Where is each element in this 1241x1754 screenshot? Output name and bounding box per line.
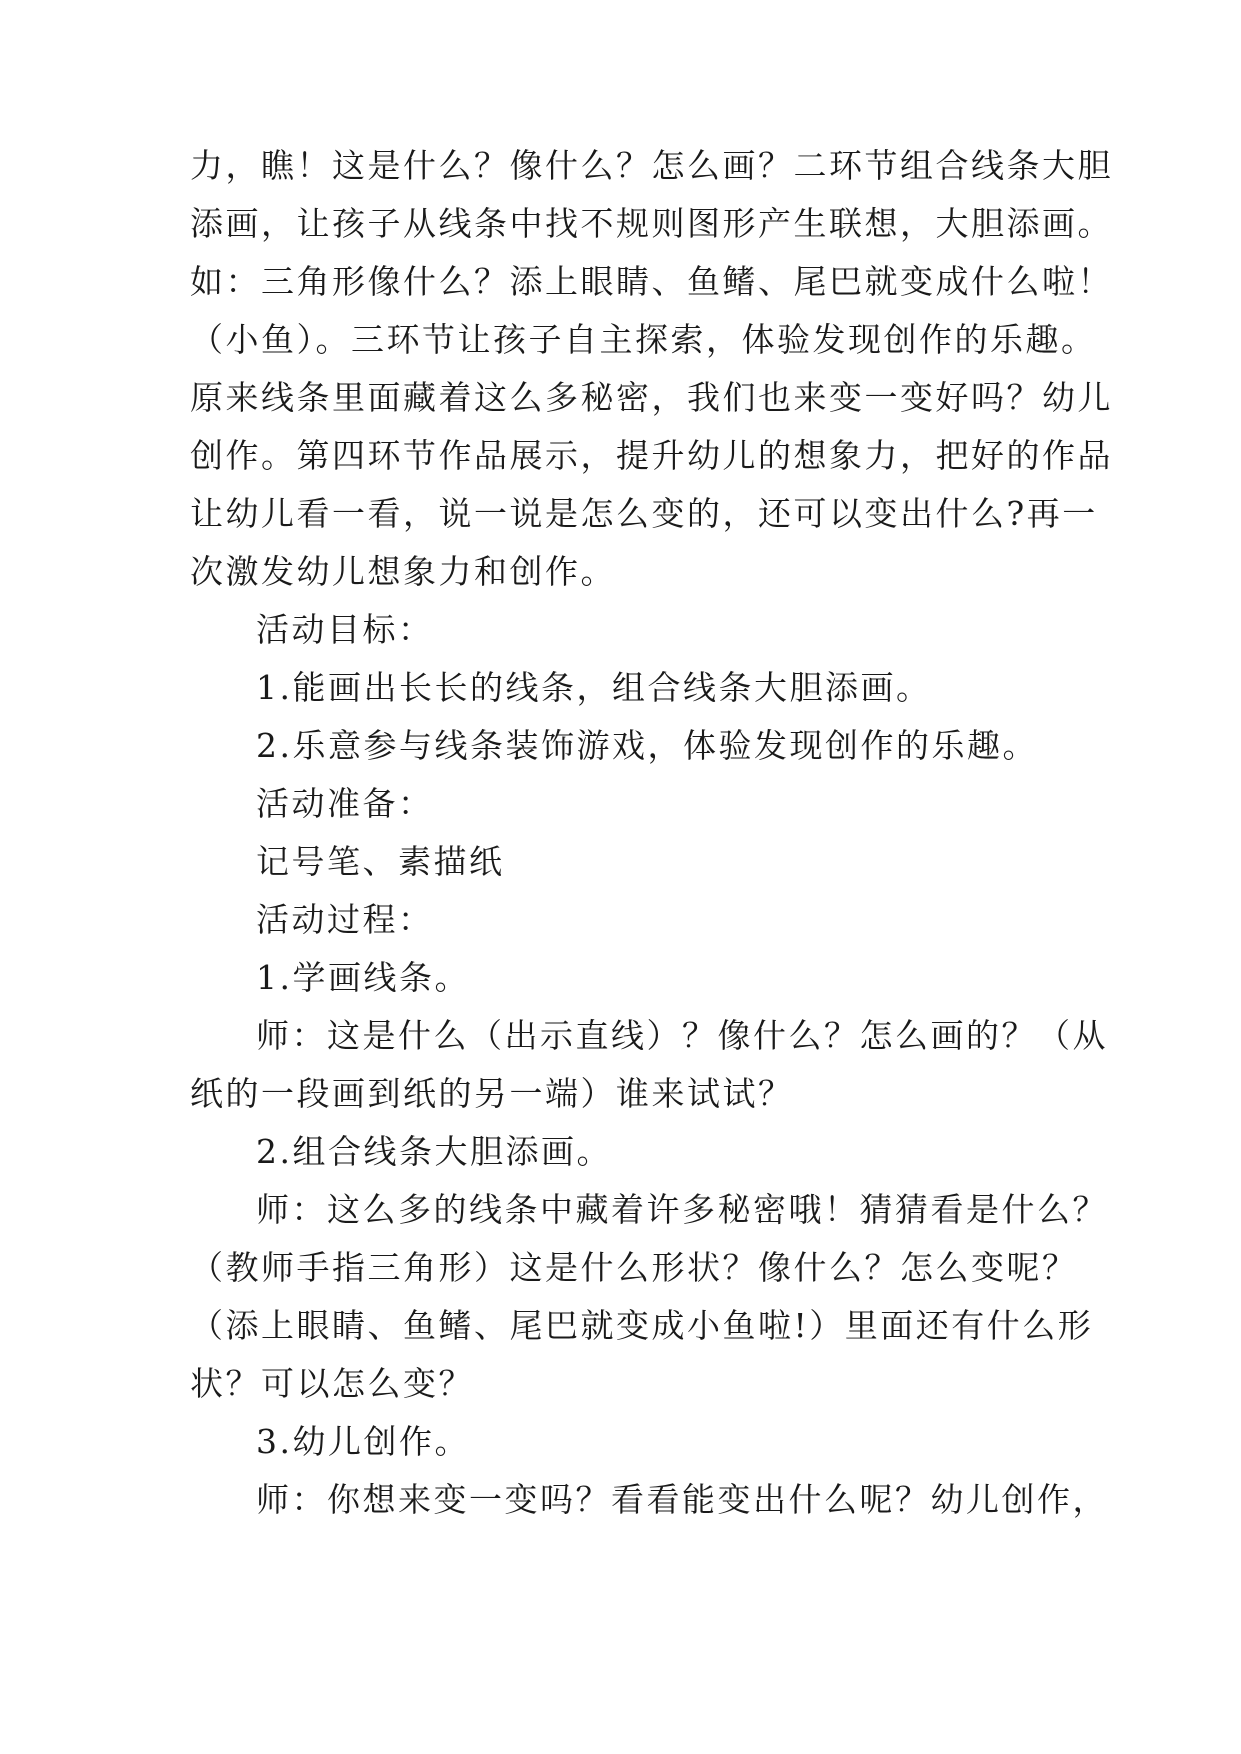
body-text-line: 力，瞧！这是什么？像什么？怎么画？二环节组合线条大胆 bbox=[190, 146, 1113, 185]
objective-item: 1.能画出长长的线条，组合线条大胆添画。 bbox=[256, 668, 932, 707]
body-text-line: 师：这是什么（出示直线）？像什么？怎么画的？（从 bbox=[256, 1016, 1108, 1055]
section-heading-preparation: 活动准备： bbox=[256, 784, 434, 823]
process-step-heading: 3.幼儿创作。 bbox=[256, 1422, 470, 1461]
body-text-line: 状？可以怎么变？ bbox=[190, 1364, 474, 1403]
body-text-line: 师：你想来变一变吗？看看能变出什么呢？幼儿创作， bbox=[256, 1480, 1108, 1519]
body-text-line: 创作。第四环节作品展示，提升幼儿的想象力，把好的作品 bbox=[190, 436, 1113, 475]
body-text-line: 次激发幼儿想象力和创作。 bbox=[190, 552, 616, 591]
section-heading-process: 活动过程： bbox=[256, 900, 434, 939]
body-text-line: 纸的一段画到纸的另一端）谁来试试？ bbox=[190, 1074, 794, 1113]
body-text-line: 如：三角形像什么？添上眼睛、鱼鳍、尾巴就变成什么啦！ bbox=[190, 262, 1113, 301]
body-text-line: （添上眼睛、鱼鳍、尾巴就变成小鱼啦!）里面还有什么形 bbox=[190, 1306, 1094, 1345]
body-text-line: 原来线条里面藏着这么多秘密，我们也来变一变好吗？幼儿 bbox=[190, 378, 1113, 417]
body-text-line: 让幼儿看一看，说一说是怎么变的，还可以变出什么?再一 bbox=[190, 494, 1098, 533]
body-text-line: （教师手指三角形）这是什么形状？像什么？怎么变呢？ bbox=[190, 1248, 1078, 1287]
preparation-materials: 记号笔、素描纸 bbox=[256, 842, 505, 881]
body-text-line: 添画，让孩子从线条中找不规则图形产生联想，大胆添画。 bbox=[190, 204, 1113, 243]
process-step-heading: 1.学画线条。 bbox=[256, 958, 470, 997]
body-text-line: 师：这么多的线条中藏着许多秘密哦！猜猜看是什么？ bbox=[256, 1190, 1108, 1229]
section-heading-objectives: 活动目标： bbox=[256, 610, 434, 649]
body-text-line: （小鱼）。三环节让孩子自主探索，体验发现创作的乐趣。 bbox=[190, 320, 1097, 359]
objective-item: 2.乐意参与线条装饰游戏，体验发现创作的乐趣。 bbox=[256, 726, 1038, 765]
process-step-heading: 2.组合线条大胆添画。 bbox=[256, 1132, 612, 1171]
